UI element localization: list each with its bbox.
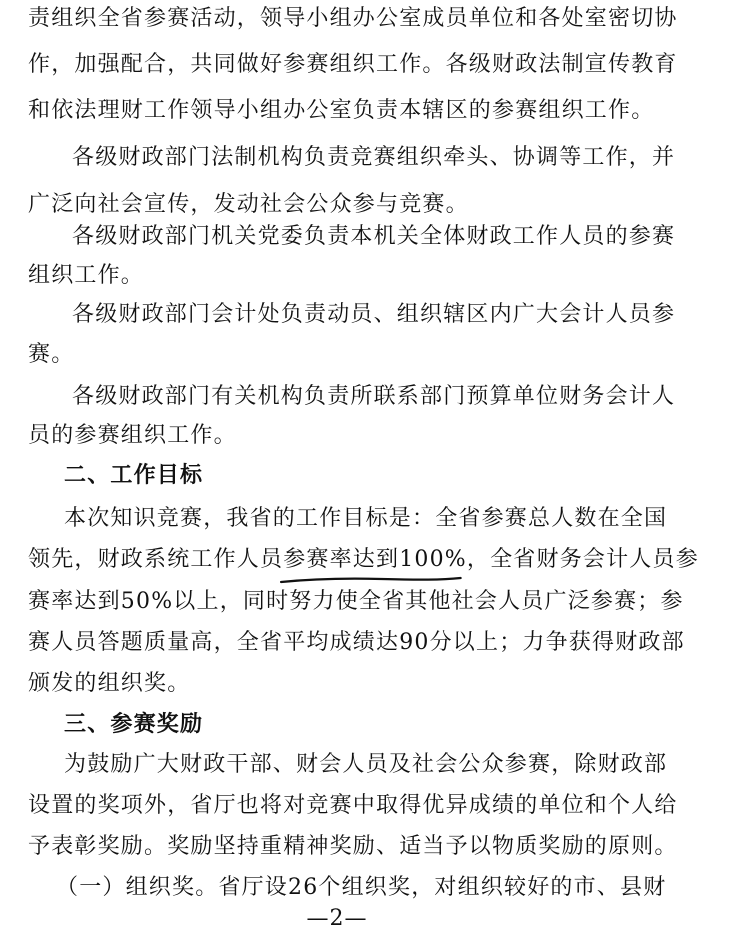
paragraph-line: 各级财政部门会计处负责动员、组织辖区内广大会计人员参 (72, 302, 676, 327)
section-heading: 二、工作目标 (64, 462, 204, 488)
paragraph-line: 设置的奖项外，省厅也将对竞赛中取得优异成绩的单位和个人给 (28, 793, 678, 818)
page-number: —2— (306, 906, 368, 931)
section-heading: 三、参赛奖励 (64, 711, 204, 737)
paragraph-line: 予表彰奖励。奖励坚持重精神奖励、适当予以物质奖励的原则。 (28, 834, 678, 859)
paragraph-line: 赛人员答题质量高，全省平均成绩达90分以上；力争获得财政部 (28, 630, 685, 655)
underlined-segment: 参赛率达到100% (283, 547, 467, 572)
paragraph-line: 各级财政部门有关机构负责所联系部门预算单位财务会计人 (72, 384, 676, 409)
underlined-text (283, 541, 467, 579)
paragraph-line: 广泛向社会宣传，发动社会公众参与竞赛。 (28, 192, 469, 217)
text-segment: ，全省财务会计人员参 (466, 547, 699, 572)
paragraph-line: 员的参赛组织工作。 (28, 423, 237, 448)
paragraph-line: （一）组织奖。省厅设26个组织奖，对组织较好的市、县财 (56, 875, 667, 900)
paragraph-line: 各级财政部门机关党委负责本机关全体财政工作人员的参赛 (72, 224, 676, 249)
paragraph-line: 颁发的组织奖。 (28, 671, 191, 696)
paragraph-line: 和依法理财工作领导小组办公室负责本辖区的参赛组织工作。 (28, 98, 655, 123)
paragraph-line: 赛。 (28, 342, 75, 367)
paragraph-line: 责组织全省参赛活动，领导小组办公室成员单位和各处室密切协 (28, 6, 678, 31)
paragraph-line: 本次知识竞赛，我省的工作目标是：全省参赛总人数在全国 (64, 506, 668, 531)
paragraph-line: 各级财政部门法制机构负责竞赛组织牵头、协调等工作，并 (72, 145, 676, 170)
paragraph-line: 组织工作。 (28, 263, 145, 288)
paragraph-line: 作，加强配合，共同做好参赛组织工作。各级财政法制宣传教育 (28, 52, 678, 77)
paragraph-line: 为鼓励广大财政干部、财会人员及社会公众参赛，除财政部 (64, 752, 668, 777)
paragraph-line: 赛率达到50%以上，同时努力使全省其他社会人员广泛参赛；参 (28, 589, 684, 614)
text-segment: 领先，财政系统工作人员 (28, 547, 284, 572)
paragraph-line-with-underline (0, 541, 702, 579)
